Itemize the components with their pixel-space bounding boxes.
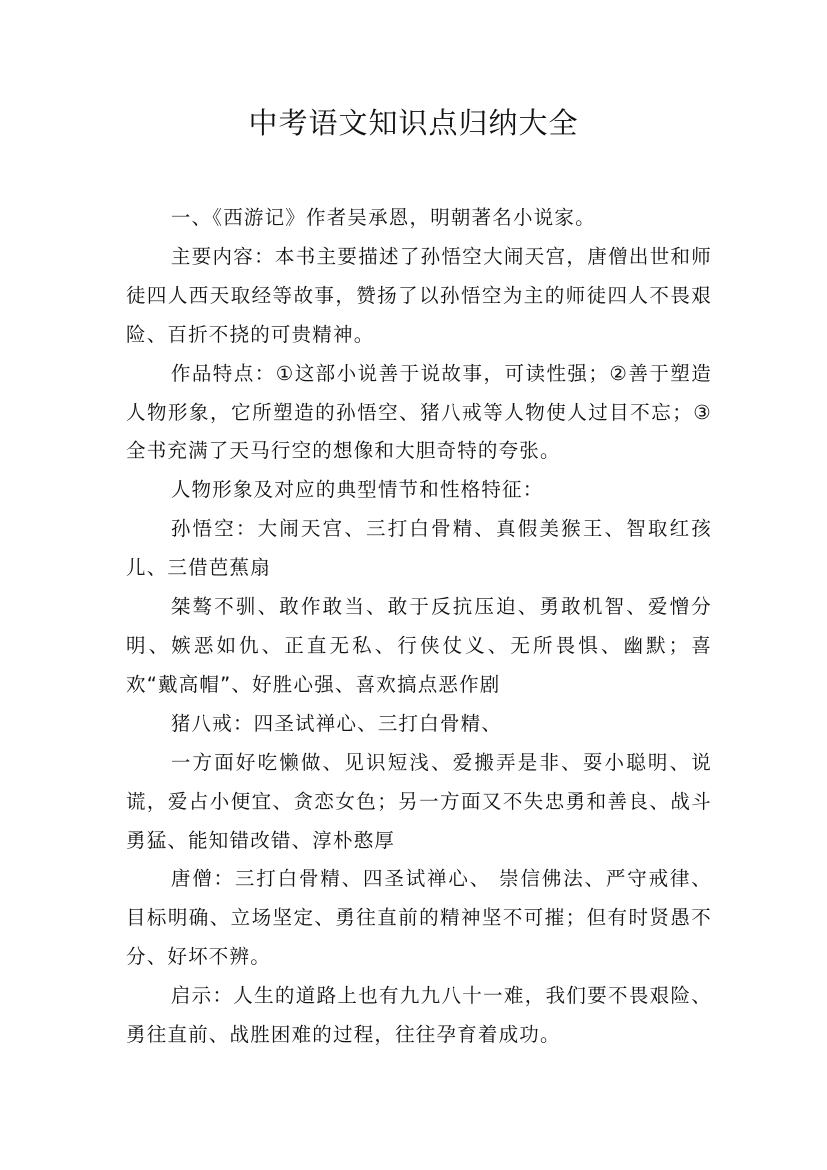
paragraph-author: 一、《西游记》作者吴承恩，明朝著名小说家。 <box>170 206 596 229</box>
document-body <box>126 199 712 1055</box>
paragraph-sun-wukong-plots: 孙悟空：大闹天宫、三打白骨精、真假美猴王、智取红孩儿、三借芭蕉扇 <box>126 517 712 580</box>
paragraph-zhu-bajie-plots: 猪八戒：四圣试禅心、三打白骨精、 <box>170 711 503 735</box>
paragraph-tang-seng: 唐僧：三打白骨精、四圣试禅心、 崇信佛法、严守戒律、目标明确、立场坚定、勇往直前的精神坚不可摧；但有时贤愚不分、好坏不辨。 <box>126 867 712 969</box>
paragraph-main-content: 主要内容：本书主要描述了孙悟空大闹天宫，唐僧出世和师徒四人西天取经等故事，赞扬了以孙悟空为主的师徒四人不畏艰险、百折不挠的可贵精神。 <box>126 244 712 346</box>
paragraph-features: 作品特点：①这部小说善于说故事，可读性强；②善于塑造人物形象，它所塑造的孙悟空、猪八戒等人物使人过目不忘；③全书充满了天马行空的想像和大胆奇特的夸张。 <box>126 361 712 463</box>
paragraph-inspiration: 启示：人生的道路上也有九九八十一难，我们要不畏艰险、勇往直前、战胜困难的过程，往往孕育着成功。 <box>126 984 712 1047</box>
paragraph-sun-wukong-traits: 桀骜不驯、敢作敢当、敢于反抗压迫、勇敢机智、爱憎分明、嫉恶如仇、正直无私、行侠仗义、无所畏惧、幽默；喜欢“戴高帽”、好胜心强、喜欢搞点恶作剧 <box>126 595 712 696</box>
paragraph-zhu-bajie-traits: 一方面好吃懒做、见识短浅、爱搬弄是非、耍小聪明、说谎，爱占小便宜、贪恋女色；另一方面又不失忠勇和善良、战斗勇猛、能知错改错、淳朴憨厚 <box>126 750 712 852</box>
paragraph-characters-heading: 人物形象及对应的典型情节和性格特征： <box>170 478 544 502</box>
document-title: 中考语文知识点归纳大全 <box>248 106 579 140</box>
